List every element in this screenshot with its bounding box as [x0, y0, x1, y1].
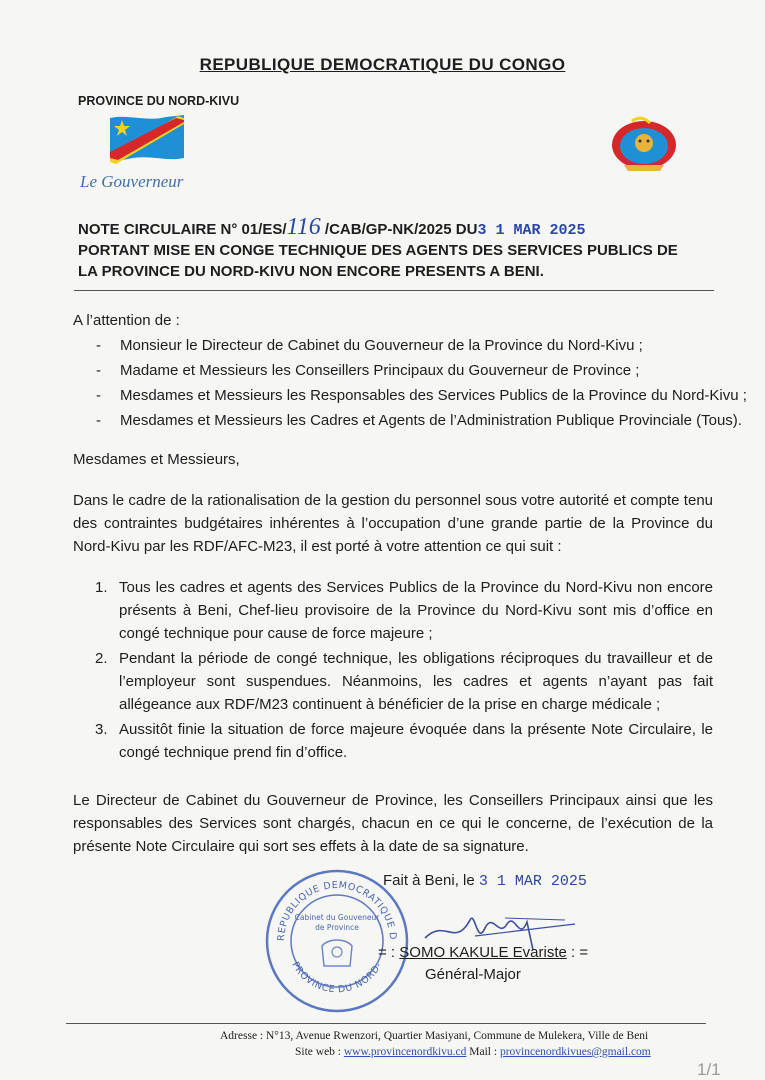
divider	[74, 290, 714, 291]
intro-paragraph: Dans le cadre de la rationalisation de la gestion du personnel sous votre autorité et compte tenu des contraintes budgétaires inhérentes à l’occupation d’une grande partie de la Province du Nord-Kivu par les RDF/AFC-M23, il est porté à votre attention ce qui suit :	[73, 492, 713, 555]
signer-name: SOMO KAKULE Evariste	[399, 944, 567, 961]
footer-contacts: Site web : www.provincenordkivu.cd Mail : provincenordkivues@gmail.com	[295, 1046, 651, 1058]
salutation: Mesdames et Messieurs,	[73, 451, 240, 468]
page-indicator: 1/1	[697, 1060, 721, 1079]
recipient-list	[96, 333, 747, 433]
governor-title: Le Gouverneur	[80, 172, 184, 191]
recipient-item: - Madame et Messieurs les Conseillers Principaux du Gouverneur de Province ;	[96, 362, 640, 379]
coat-of-arms-emblem	[610, 115, 678, 176]
decision-item: 1. Tous les cadres et agents des Services Publics de la Province du Nord-Kivu non encore présents à Beni, Chef-lieu provisoire de la Province du Nord-Kivu sont mis d’office en congé technique pour cause de force majeure ;	[95, 579, 713, 642]
seal-bottom-text: PROVINCE DU NORD-	[289, 960, 385, 996]
decision-item: 2. Pendant la période de congé technique, les obligations réciproques du travailleur et de l’employeur sont suspendues. Néanmoins, les cadres et agents n’ayant pas fait allégeance aux RDF/M23 continuent à bénéficier de la prise en charge médicale ;	[95, 650, 713, 713]
drc-flag	[108, 112, 186, 171]
seal-inner-line-2: de Province	[315, 923, 359, 932]
decision-list	[95, 576, 713, 766]
website-link[interactable]: www.provincenordkivu.cd	[343, 1046, 467, 1058]
handwritten-number: 116	[286, 214, 321, 240]
circular-reference	[78, 214, 585, 241]
reference-suffix: /CAB/GP-NK/2025 DU	[320, 221, 478, 238]
recipient-item: - Mesdames et Messieurs les Responsables des Services Publics de la Province du Nord-Kivu ;	[96, 387, 747, 404]
signature-date-stamp: 3 1 MAR 2025	[478, 873, 587, 890]
closing-paragraph: Le Directeur de Cabinet du Gouverneur de Province, les Conseillers Principaux ainsi que les responsables des Services sont chargés, chacun en ce qui le concerne, de l’exécution de la présente Note Circulaire qui sort ses effets à la date de sa signature.	[73, 792, 713, 855]
seal-inner-line-1: Cabinet du Gouveneur	[294, 913, 380, 922]
email-link[interactable]: provincenordkivues@gmail.com	[499, 1046, 651, 1058]
place-label: Fait à Beni, le	[383, 872, 475, 889]
decision-item: 3. Aussitôt finie la situation de force majeure évoquée dans la présente Note Circulaire, le congé technique prend fin d’office.	[95, 721, 713, 761]
footer-divider	[66, 1023, 706, 1024]
reference-prefix: NOTE CIRCULAIRE N° 01/ES/	[78, 221, 287, 238]
date-stamp: 3 1 MAR 2025	[477, 222, 586, 239]
signer-rank: Général-Major	[425, 966, 521, 983]
attention-label: A l’attention de :	[73, 312, 180, 329]
signer-line: = : SOMO KAKULE Evariste : =	[378, 944, 589, 961]
country-title: REPUBLIQUE DEMOCRATIQUE DU CONGO	[199, 55, 566, 74]
seal-top-text: REPUBLIQUE DEMOCRATIQUE D	[275, 879, 399, 942]
footer-address: Adresse : N°13, Avenue Rwenzori, Quartier Masiyani, Commune de Mulekera, Ville de Beni	[220, 1030, 649, 1042]
recipient-item: - Monsieur le Directeur de Cabinet du Gouverneur de la Province du Nord-Kivu ;	[96, 337, 643, 354]
recipient-item: - Mesdames et Messieurs les Cadres et Agents de l’Administration Publique Provinciale (Tous).	[96, 412, 742, 429]
subject-heading: PORTANT MISE EN CONGE TECHNIQUE DES AGENTS DES SERVICES PUBLICS DE LA PROVINCE DU NORD-KIVU NON ENCORE PRESENTS A BENI.	[78, 242, 678, 280]
place-date-line	[383, 872, 587, 890]
province-name: PROVINCE DU NORD-KIVU	[78, 94, 240, 108]
